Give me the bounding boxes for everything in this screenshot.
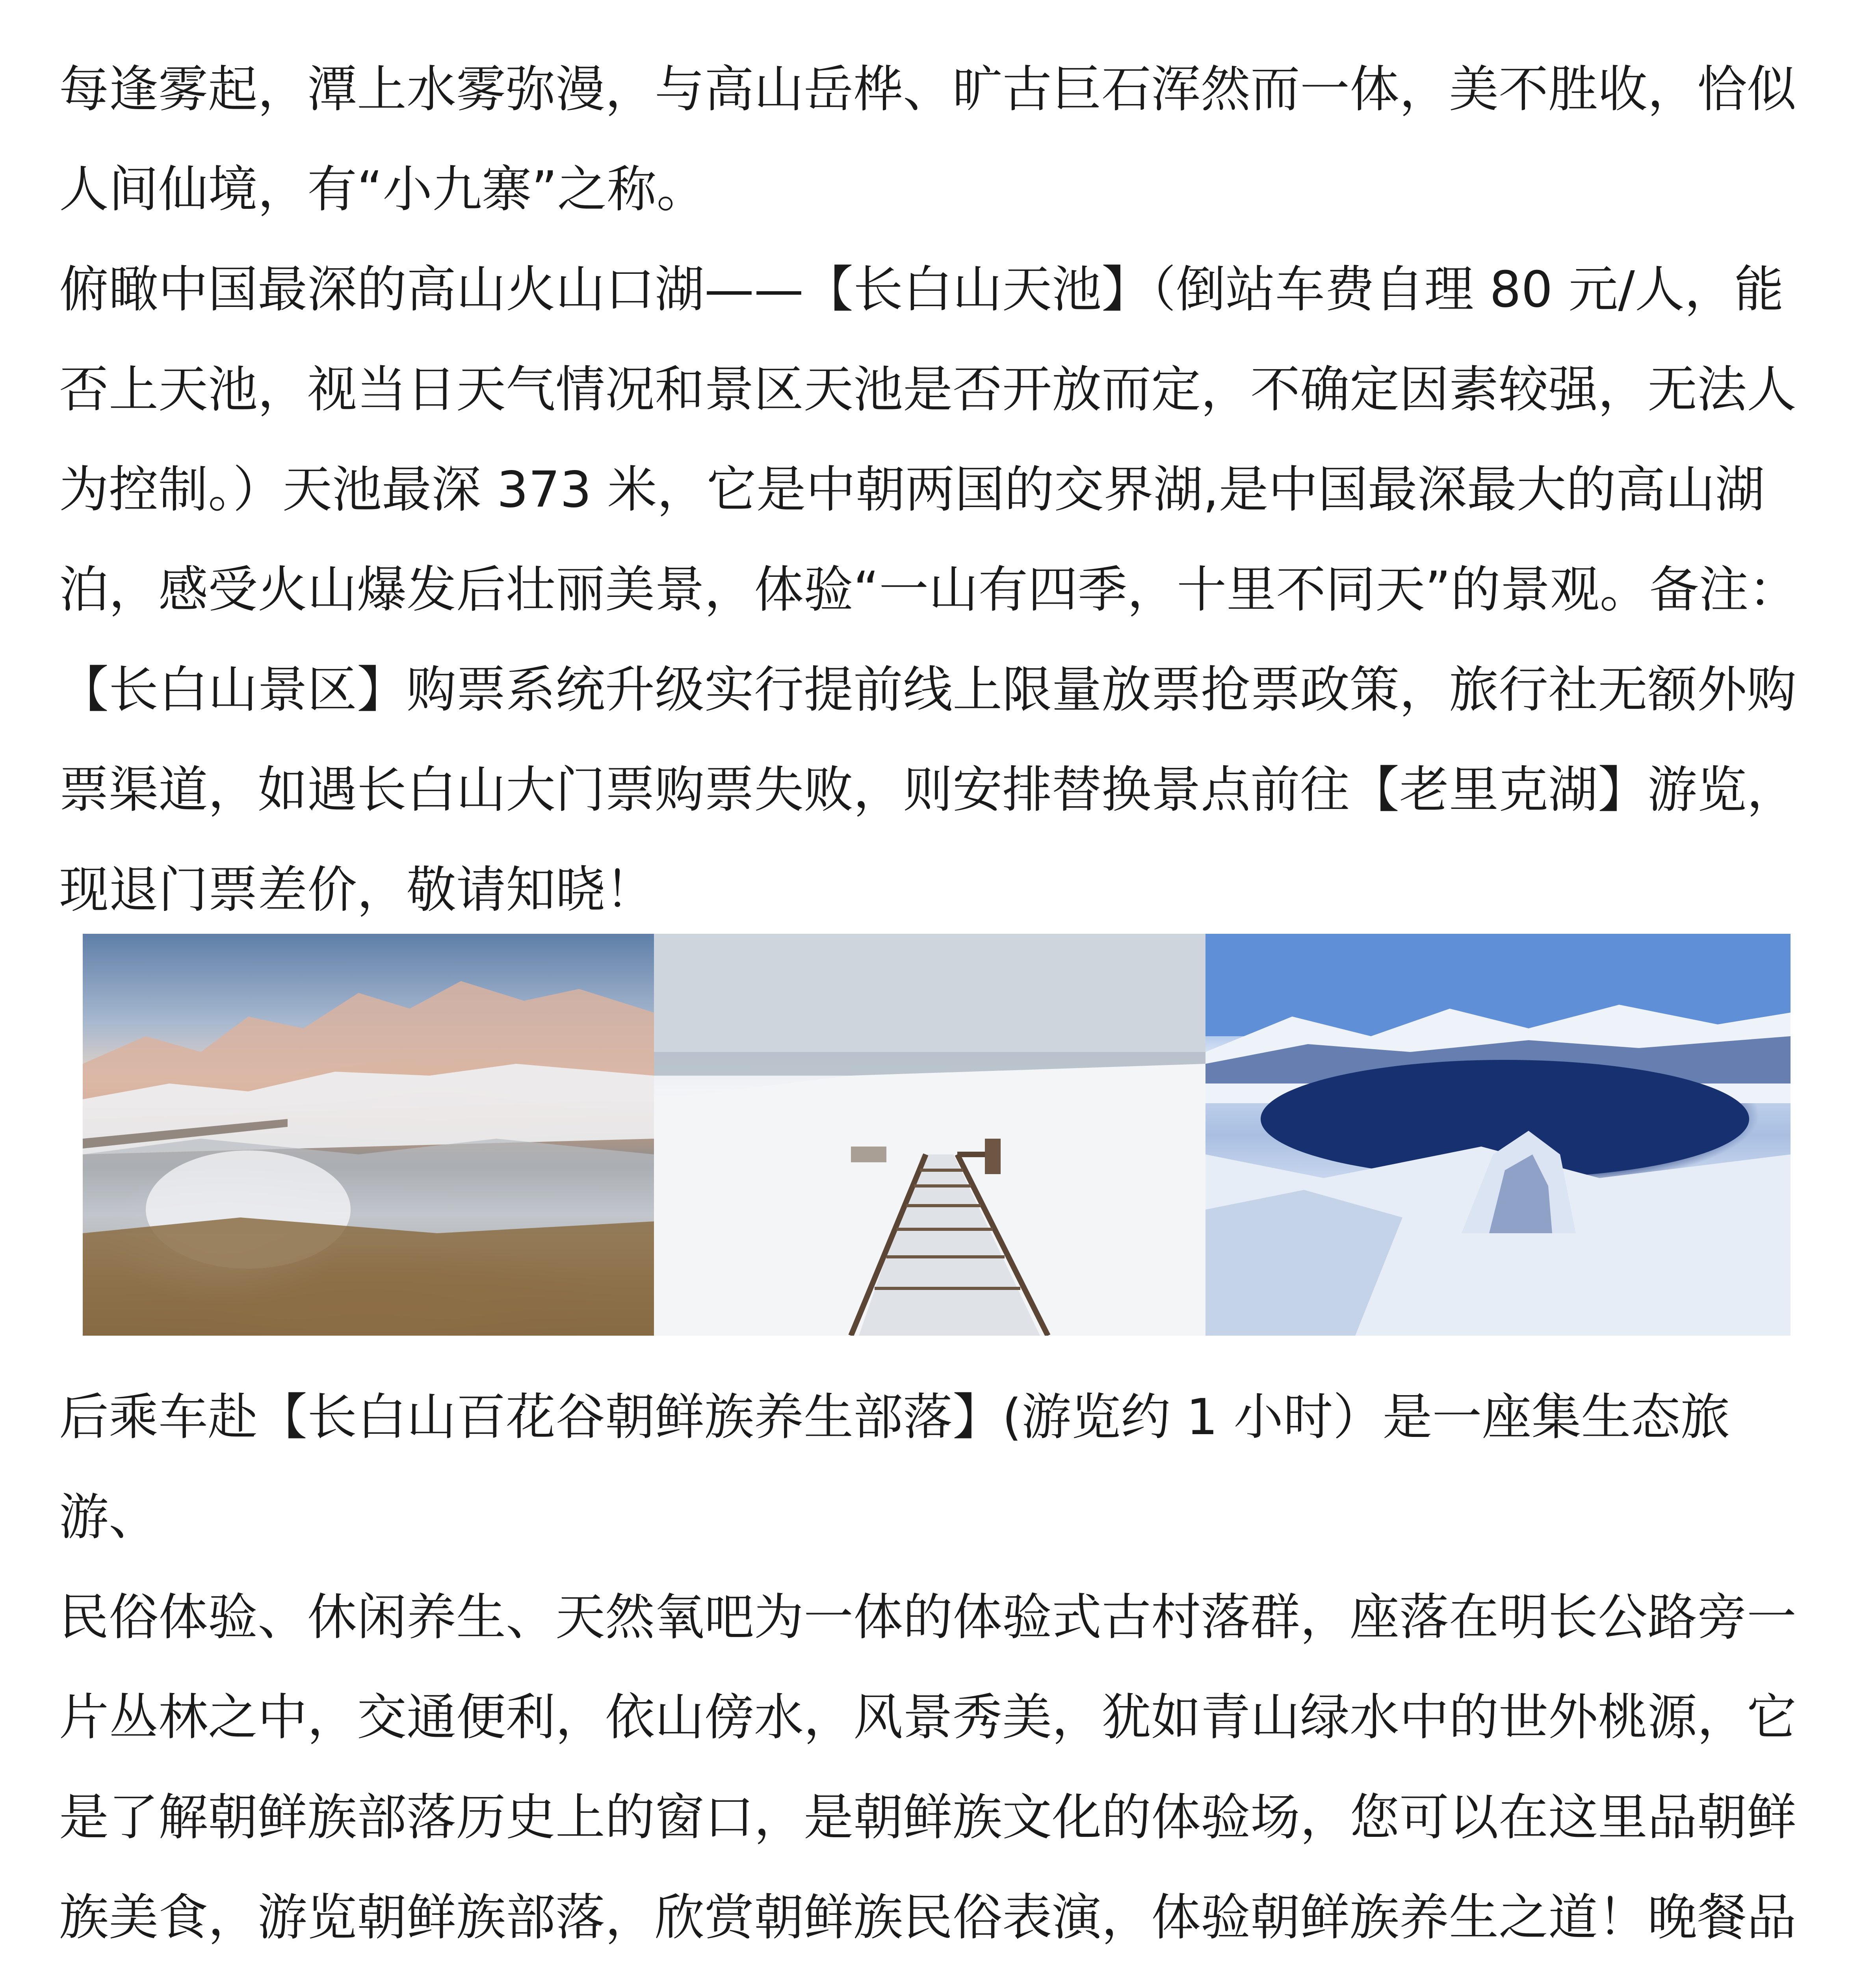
snowy-valley-hot-spring-photo bbox=[83, 934, 654, 1336]
stairway-graphic bbox=[654, 934, 1205, 1336]
tianchi-crater-lake-photo bbox=[1205, 934, 1791, 1336]
paragraph-baihuagu-hot-spring: 后乘车赴【长白山百花谷朝鲜族养生部落】(游览约 1 小时）是一座集生态旅游、 民俗体验、休闲养生、天然氧吧为一体的体验式古村落群，座落在明长公路旁一 片丛林之中，交通便利，依山傍水，风景秀美，犹如青山绿水中的世外桃源，它 是了解朝鲜族部落历史上的窗口，是朝鲜族文化的体验场，您可以在这里品朝鲜 族美食，游览朝鲜族部落，欣赏朝鲜族民俗表演，体验朝鲜族养生之道！晚餐品 bbox=[59, 1388, 1796, 1946]
photo-strip bbox=[83, 934, 1791, 1336]
valley-mountains-graphic bbox=[83, 934, 654, 1336]
crater-lake-graphic bbox=[1205, 934, 1791, 1336]
paragraph-tianchi: 俯瞰中国最深的高山火山口湖——【长白山天池】（倒站车费自理 80 元/人，能 否上天池，视当日天气情况和景区天池是否开放而定，不确定因素较强，无法人 为控制。）天池最深 373 米，它是中朝两国的交界湖,是中国最深最大的高山湖 泊，感受火山爆发后壮丽美景，体验“一山有四季，十里不同天”的景观。备注： 【长白山景区】购票系统升级实行提前线上限量放票抢票政策，旅行社无额外购 票渠道，如遇长白山大门票购票失败，则安排替换景点前往【老里克湖】游览， 现退门票差价，敬请知晓！ bbox=[59, 260, 1798, 919]
paragraph-lake-mist: 每逢雾起，潭上水雾弥漫，与高山岳桦、旷古巨石浑然而一体，美不胜收，恰似 人间仙境，有“小九寨”之称。 bbox=[59, 60, 1796, 218]
snowy-wooden-stairway-photo bbox=[654, 934, 1205, 1336]
